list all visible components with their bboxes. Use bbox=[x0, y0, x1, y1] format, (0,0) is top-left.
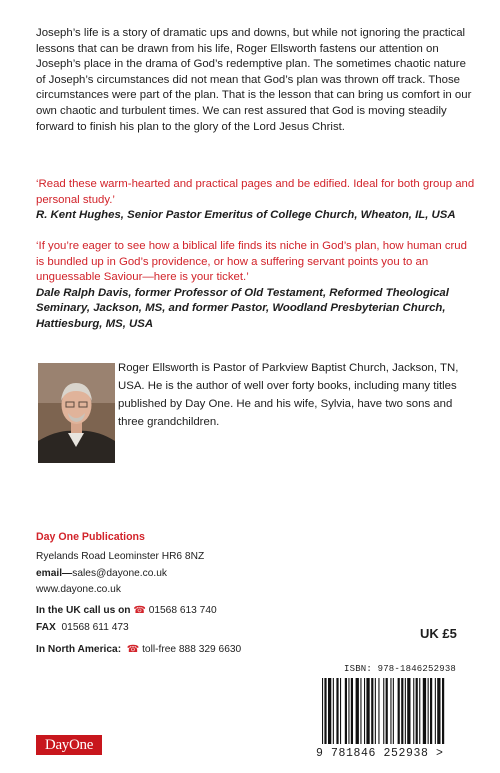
back-cover-blurb: Joseph’s life is a story of dramatic ups and downs, but while not ignoring the practical lessons that can be drawn from his life, Roger Ellsworth fastens our attention on Joseph’s place in the drama of God’s redemptive plan. The sometimes chaotic nature of Joseph’s circumstances did not mean that God’s plan was thrown off track. Those circumstances were part of the plan. That is the lesson that can bring us comfort in our own chaotic and turbulent times. We can rest assured that God is moving steadily forward to finish his plan to the glory of the Lord Jesus Christ. bbox=[36, 27, 472, 133]
uk-phone-number: 01568 613 740 bbox=[148, 605, 217, 616]
email-address[interactable]: sales@dayone.co.uk bbox=[72, 568, 167, 579]
endorsement-1 bbox=[36, 177, 476, 224]
uk-phone-line bbox=[36, 604, 217, 618]
barcode-bars-icon bbox=[322, 678, 482, 748]
price-label: UK £5 bbox=[420, 626, 457, 641]
fax-label: FAX bbox=[36, 622, 56, 633]
north-america-phone: toll-free 888 329 6630 bbox=[142, 644, 242, 655]
isbn-barcode bbox=[306, 661, 492, 764]
fax-line bbox=[36, 621, 129, 635]
uk-phone-label: In the UK call us on bbox=[36, 605, 131, 616]
endorsement-attribution: Dale Ralph Davis, former Professor of Old Testament, Reformed Theological Seminary, Jackson, MS, and former Pastor, Woodland Presbyterian Church, Hattiesburg, MS, USA bbox=[36, 286, 449, 330]
email-label: email— bbox=[36, 568, 73, 579]
fax-number: 01568 611 473 bbox=[61, 622, 129, 633]
endorsement-attribution: R. Kent Hughes, Senior Pastor Emeritus of College Church, Wheaton, IL, USA bbox=[36, 209, 456, 222]
endorsement-2 bbox=[36, 239, 476, 333]
author-bio: Roger Ellsworth is Pastor of Parkview Baptist Church, Jackson, TN, USA. He is the author of well over forty books, including many titles published by Day One. He and his wife, Sylvia, have two sons and three grandchildren. bbox=[118, 362, 459, 428]
north-america-line bbox=[36, 643, 241, 657]
endorsement-quote: ‘Read these warm-hearted and practical pages and be edified. Ideal for both group and personal study.’ bbox=[36, 178, 475, 206]
isbn-label: ISBN: 978-1846252938 bbox=[344, 664, 457, 674]
author-photo bbox=[38, 363, 115, 463]
publisher-name: Day One Publications bbox=[36, 531, 145, 543]
isbn-number: 9 781846 252938 > bbox=[316, 747, 444, 760]
endorsement-quote: ‘If you’re eager to see how a biblical life finds its niche in God’s plan, how human crud is bundled up in God’s providence, or how a suffering servant points you to an unguessable Saviour—here is your ticket.’ bbox=[36, 240, 467, 284]
publisher-email bbox=[36, 567, 167, 581]
phone-icon: ☎ bbox=[133, 605, 146, 616]
day-one-logo: DayOne bbox=[36, 735, 102, 755]
north-america-label: In North America: bbox=[36, 644, 122, 655]
phone-icon: ☎ bbox=[126, 644, 140, 655]
publisher-address: Ryelands Road Leominster HR6 8NZ bbox=[36, 551, 205, 562]
publisher-website[interactable]: www.dayone.co.uk bbox=[36, 584, 121, 595]
